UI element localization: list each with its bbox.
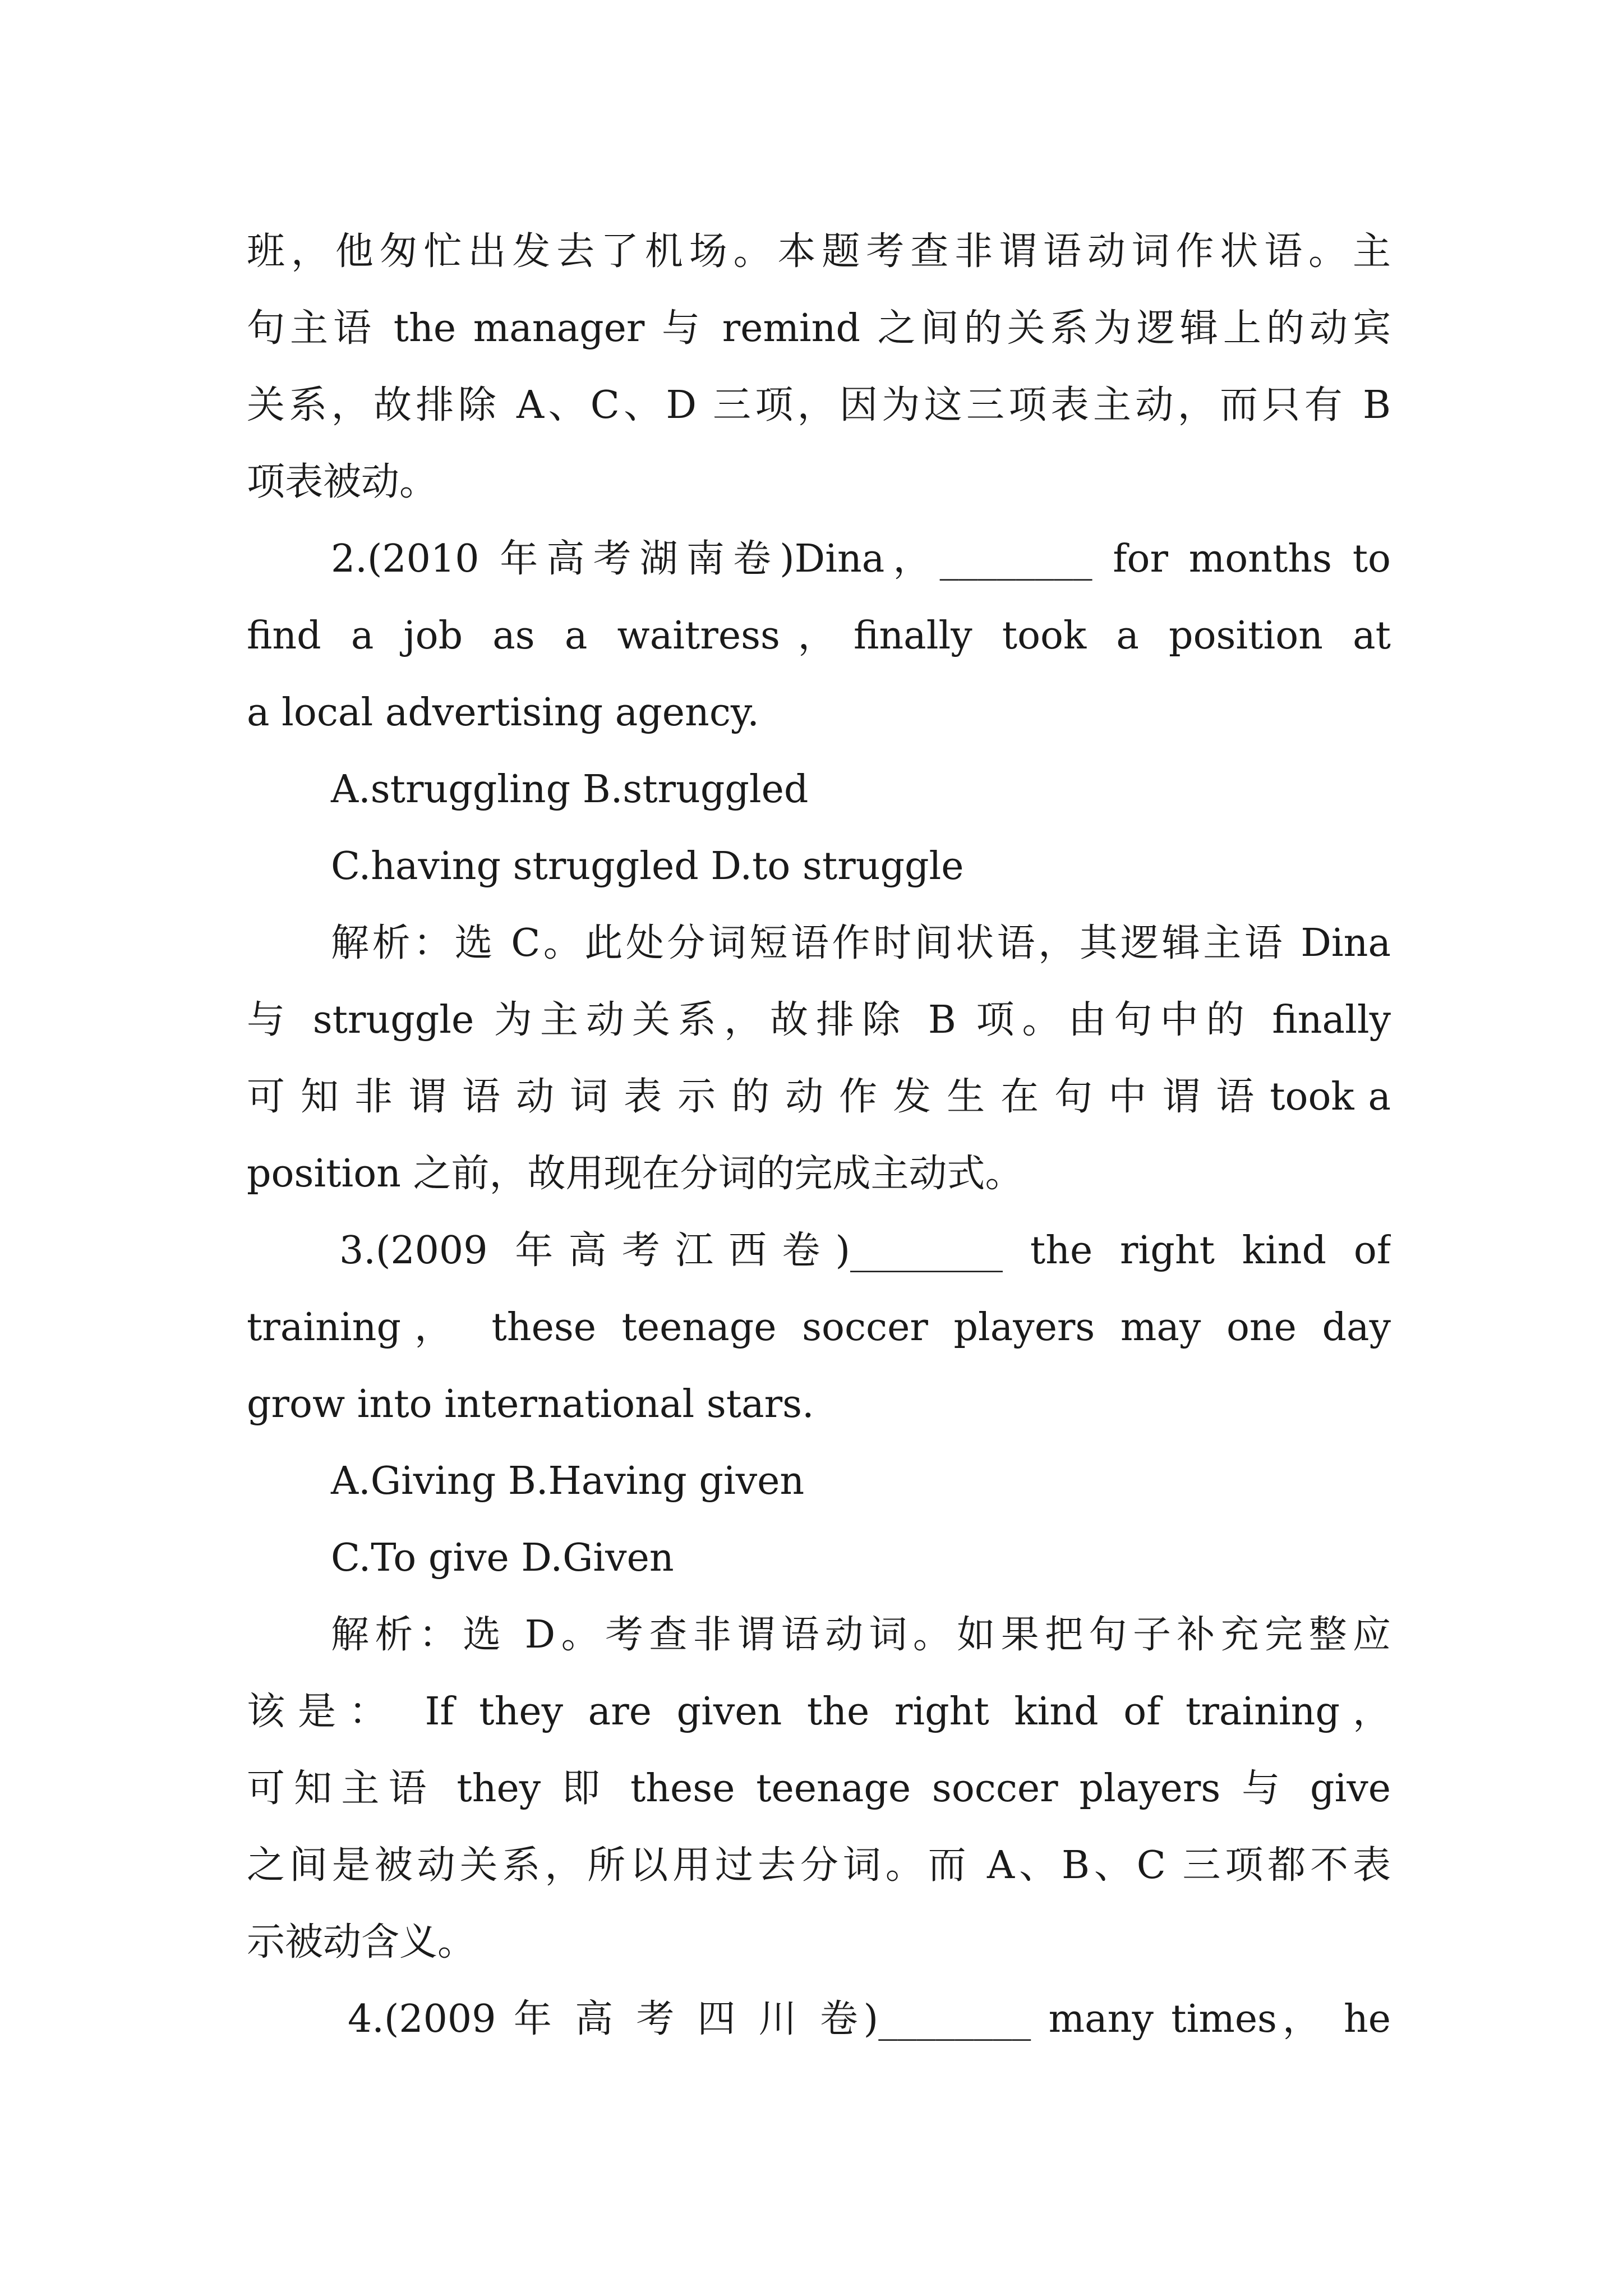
question-2-analysis: 解析：选 C。此处分词短语作时间状语，其逻辑主语 Dina (331, 921, 1391, 965)
question-2-analysis: 与 struggle 为主动关系，故排除 B 项。由句中的 finally (247, 998, 1391, 1042)
text-line: 班，他匆忙出发去了机场。本题考查非谓语动词作状语。主 (247, 229, 1391, 274)
question-3-line: training， these teenage soccer players may one day (247, 1305, 1391, 1350)
question-3-analysis: 该是： If they are given the right kind of training， (247, 1690, 1391, 1734)
question-3-option: A.Giving B.Having given (331, 1459, 805, 1503)
question-2-analysis: position 之前，故用现在分词的完成主动式。 (247, 1152, 1023, 1196)
text-line: 句主语 the manager 与 remind 之间的关系为逻辑上的动宾 (247, 306, 1391, 351)
question-3-analysis: 解析：选 D。考查非谓语动词。如果把句子补充完整应 (331, 1613, 1391, 1657)
question-3-analysis: 示被动含义。 (247, 1920, 476, 1964)
question-2-line: find a job as a waitress，finally took a position at (247, 614, 1391, 658)
question-2-option: A.struggling B.struggled (331, 767, 809, 812)
document-page (247, 213, 1391, 2058)
text-line: 关系，故排除 A、C、D 三项，因为这三项表主动，而只有 B (247, 383, 1391, 427)
question-2-analysis: 可 知 非 谓 语 动 词 表 示 的 动 作 发 生 在 句 中 谓 语 took a (247, 1075, 1391, 1119)
question-3-line: grow into international stars. (247, 1382, 814, 1427)
question-2-line: 2.(2010 年高考湖南卷)Dina，________ for months to (331, 537, 1391, 581)
question-4-line: 4.(2009 年 高 考 四 川 卷)________ many times， he (348, 1997, 1391, 2041)
question-2-option: C.having struggled D.to struggle (331, 844, 964, 889)
text-line: 项表被动。 (247, 460, 438, 504)
question-3-option: C.To give D.Given (331, 1536, 674, 1580)
question-3-analysis: 可知主语 they 即 these teenage soccer players 与 give (247, 1766, 1391, 1811)
question-3-analysis: 之间是被动关系，所以用过去分词。而 A、B、C 三项都不表 (247, 1843, 1391, 1888)
question-2-line: a local advertising agency. (247, 691, 759, 735)
question-3-line: 3.(2009 年高考江西卷)________ the right kind of (339, 1228, 1391, 1273)
